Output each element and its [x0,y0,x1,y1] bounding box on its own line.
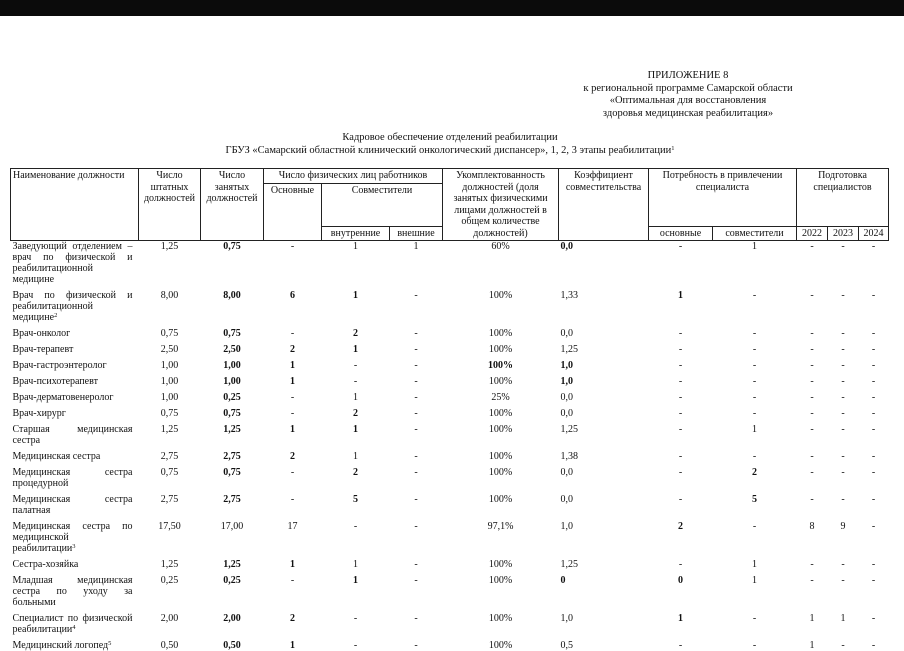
main-staff-cell: 2 [264,446,322,462]
main-staff-cell: 17 [264,516,322,554]
main-staff-cell: 2 [264,608,322,635]
table-row [11,387,889,403]
staff-cell: 0,50 [139,635,201,651]
occupied-cell: 0,25 [201,570,264,608]
internal-combiners-cell: 1 [322,339,390,355]
training-2022-cell: - [797,446,828,462]
scan-top-border [0,0,904,16]
external-combiners-cell: - [390,285,443,323]
position-name: Врач-онколог [13,328,71,339]
position-name: Медицинская сестра процедурной [13,467,133,489]
position-name: Сестра-хозяйка [13,559,79,570]
position-name-cell [11,554,139,570]
staffing-level-cell: 100% [443,608,559,635]
coefficient-cell: 1,33 [559,285,649,323]
occupied-cell: 2,50 [201,339,264,355]
training-2024-cell: - [859,554,889,570]
training-2024-cell: - [859,371,889,387]
training-2022-cell: - [797,462,828,489]
position-name-cell [11,355,139,371]
position-name: Специалист по физической реабилитации [13,613,133,635]
position-name: Врач по физической и реабилитационной медицине [13,290,133,323]
internal-combiners-cell: 1 [322,419,390,446]
occupied-cell: 0,75 [201,241,264,286]
staffing-table-wrapper [10,168,888,651]
header-year-2024: 2024 [859,226,889,241]
staffing-level-cell: 100% [443,339,559,355]
external-combiners-cell: - [390,355,443,371]
table-row [11,241,889,286]
need-main-cell: - [649,554,713,570]
coefficient-cell: 0,0 [559,323,649,339]
position-name-cell [11,446,139,462]
staff-cell: 2,75 [139,489,201,516]
occupied-cell: 1,25 [201,554,264,570]
header-occupied-positions: Число занятых должностей [201,169,264,241]
coefficient-cell: 1,25 [559,339,649,355]
occupied-cell: 17,00 [201,516,264,554]
staff-cell: 0,75 [139,323,201,339]
coefficient-cell: 1,25 [559,419,649,446]
position-name-cell [11,516,139,554]
training-2024-cell: - [859,355,889,371]
main-staff-cell: - [264,570,322,608]
training-2024-cell: - [859,516,889,554]
external-combiners-cell: - [390,635,443,651]
header-year-2022: 2022 [797,226,828,241]
staffing-level-cell: 100% [443,635,559,651]
need-combiners-cell: - [713,371,797,387]
training-2022-cell: - [797,554,828,570]
occupied-cell: 2,75 [201,446,264,462]
training-2024-cell: - [859,608,889,635]
need-main-cell: - [649,323,713,339]
need-main-cell: - [649,355,713,371]
need-main-cell: - [649,635,713,651]
training-2024-cell: - [859,241,889,286]
training-2023-cell: - [828,419,859,446]
footnote-mark: 3 [72,543,75,550]
header-position-name: Наименование должности [11,169,139,241]
training-2022-cell: 1 [797,635,828,651]
position-name-cell [11,387,139,403]
training-2023-cell: - [828,554,859,570]
main-staff-cell: - [264,387,322,403]
position-name-cell [11,241,139,286]
training-2022-cell: - [797,355,828,371]
need-main-cell: - [649,462,713,489]
position-name: Младшая медицинская сестра по уходу за больными [13,575,133,608]
staff-cell: 1,25 [139,419,201,446]
training-2024-cell: - [859,635,889,651]
title-line-2 [120,145,780,158]
need-combiners-cell: 2 [713,462,797,489]
main-staff-cell: 1 [264,635,322,651]
internal-combiners-cell: - [322,516,390,554]
footnote-mark: 4 [72,624,75,631]
position-name: Врач-хирург [13,408,66,419]
occupied-cell: 0,75 [201,323,264,339]
coefficient-cell: 1,25 [559,554,649,570]
header-external: внешние [390,226,443,241]
external-combiners-cell: - [390,554,443,570]
staffing-level-cell: 100% [443,446,559,462]
training-2023-cell: - [828,462,859,489]
need-main-cell: 1 [649,608,713,635]
staffing-level-cell: 100% [443,462,559,489]
title-line-2-text: ГБУЗ «Самарский областной клинический онкологический диспансер», 1, 2, 3 этапы реабилитации [226,145,672,156]
need-main-cell: - [649,403,713,419]
staffing-level-cell: 100% [443,489,559,516]
header-internal: внутренние [322,226,390,241]
position-name-cell [11,462,139,489]
staff-cell: 1,00 [139,387,201,403]
training-2024-cell: - [859,285,889,323]
coefficient-cell: 0,5 [559,635,649,651]
table-row [11,570,889,608]
staff-cell: 1,25 [139,554,201,570]
training-2024-cell: - [859,419,889,446]
coefficient-cell: 1,0 [559,516,649,554]
position-name: Врач-психотерапевт [13,376,98,387]
coefficient-cell: 1,0 [559,608,649,635]
main-staff-cell: - [264,323,322,339]
position-name-cell [11,371,139,387]
training-2023-cell: - [828,446,859,462]
main-staff-cell: 1 [264,355,322,371]
training-2023-cell: - [828,371,859,387]
header-need-main: основные [649,226,713,241]
table-row [11,635,889,651]
training-2023-cell: - [828,635,859,651]
training-2022-cell: - [797,419,828,446]
header-specialist-need: Потребность в привлечении специалиста [649,169,797,227]
table-body [11,241,889,651]
need-combiners-cell: - [713,635,797,651]
internal-combiners-cell: 5 [322,489,390,516]
need-combiners-cell: - [713,516,797,554]
main-staff-cell: - [264,462,322,489]
occupied-cell: 2,75 [201,489,264,516]
training-2022-cell: - [797,285,828,323]
table-row [11,419,889,446]
need-combiners-cell: 5 [713,489,797,516]
staffing-level-cell: 60% [443,241,559,286]
need-combiners-cell: - [713,339,797,355]
staff-cell: 2,00 [139,608,201,635]
training-2023-cell: - [828,489,859,516]
external-combiners-cell: - [390,570,443,608]
internal-combiners-cell: 1 [322,570,390,608]
training-2022-cell: - [797,403,828,419]
external-combiners-cell: - [390,489,443,516]
main-staff-cell: 6 [264,285,322,323]
position-name: Врач-гастроэнтеролог [13,360,107,371]
header-main-staff: Основные [264,183,322,241]
need-main-cell: - [649,371,713,387]
internal-combiners-cell: - [322,608,390,635]
document-title [120,132,780,157]
need-combiners-cell: - [713,387,797,403]
need-combiners-cell: - [713,285,797,323]
position-name: Медицинская сестра по медицинской реабилитации [13,521,133,554]
need-combiners-cell: 1 [713,241,797,286]
staffing-level-cell: 100% [443,419,559,446]
internal-combiners-cell: - [322,635,390,651]
staffing-table [10,168,889,651]
main-staff-cell: 1 [264,371,322,387]
training-2023-cell: - [828,339,859,355]
staffing-level-cell: 100% [443,403,559,419]
coefficient-cell: 1,0 [559,371,649,387]
staffing-level-cell: 100% [443,371,559,387]
coefficient-cell: 0,0 [559,403,649,419]
external-combiners-cell: - [390,462,443,489]
header-physical-persons: Число физических лиц работников [264,169,443,184]
header-combiners: Совместители [322,183,443,226]
training-2022-cell: - [797,323,828,339]
table-row [11,403,889,419]
position-name: Врач-терапевт [13,344,74,355]
staffing-level-cell: 100% [443,285,559,323]
coefficient-cell: 1,0 [559,355,649,371]
external-combiners-cell: - [390,419,443,446]
training-2022-cell: - [797,371,828,387]
position-name: Заведующий отделением – врач по физической и реабилитационной медицине [13,241,133,285]
staffing-level-cell: 25% [443,387,559,403]
external-combiners-cell: - [390,323,443,339]
table-row [11,554,889,570]
position-name-cell [11,285,139,323]
need-main-cell: - [649,419,713,446]
need-main-cell: 0 [649,570,713,608]
position-name-cell [11,608,139,635]
external-combiners-cell: 1 [390,241,443,286]
annex-line-4: здоровья медицинская реабилитация» [528,108,848,121]
need-combiners-cell: - [713,403,797,419]
occupied-cell: 1,25 [201,419,264,446]
position-name-cell [11,419,139,446]
footnote-mark: 5 [108,640,111,647]
staff-cell: 0,75 [139,403,201,419]
need-combiners-cell: - [713,355,797,371]
training-2024-cell: - [859,462,889,489]
need-combiners-cell: - [713,323,797,339]
occupied-cell: 0,75 [201,403,264,419]
training-2024-cell: - [859,489,889,516]
annex-line-2: к региональной программе Самарской области [528,83,848,96]
staff-cell: 17,50 [139,516,201,554]
coefficient-cell: 0,0 [559,462,649,489]
staffing-level-cell: 100% [443,570,559,608]
occupied-cell: 0,75 [201,462,264,489]
position-name: Врач-дерматовенеролог [13,392,114,403]
header-combining-coefficient: Коэффициент совместительства [559,169,649,241]
staff-cell: 1,25 [139,241,201,286]
training-2024-cell: - [859,387,889,403]
external-combiners-cell: - [390,403,443,419]
main-staff-cell: 1 [264,554,322,570]
coefficient-cell: 0,0 [559,387,649,403]
main-staff-cell: 1 [264,419,322,446]
title-footnote-mark: 1 [671,145,674,152]
staffing-level-cell: 100% [443,323,559,339]
need-main-cell: - [649,489,713,516]
footnote-mark: 2 [54,312,57,319]
staff-cell: 2,75 [139,446,201,462]
header-need-combiners: совместители [713,226,797,241]
annex-number: ПРИЛОЖЕНИЕ 8 [528,70,848,83]
internal-combiners-cell: 2 [322,323,390,339]
coefficient-cell: 0,0 [559,241,649,286]
position-name: Медицинский логопед [13,640,109,651]
need-main-cell: 2 [649,516,713,554]
table-row [11,608,889,635]
internal-combiners-cell: 1 [322,554,390,570]
internal-combiners-cell: 2 [322,462,390,489]
occupied-cell: 0,50 [201,635,264,651]
staffing-level-cell: 100% [443,554,559,570]
position-name-cell [11,339,139,355]
training-2023-cell: 9 [828,516,859,554]
main-staff-cell: - [264,403,322,419]
annex-line-3: «Оптимальная для восстановления [528,95,848,108]
training-2024-cell: - [859,446,889,462]
internal-combiners-cell: 1 [322,241,390,286]
need-combiners-cell: 1 [713,419,797,446]
training-2023-cell: - [828,355,859,371]
external-combiners-cell: - [390,339,443,355]
staffing-level-cell: 100% [443,355,559,371]
training-2023-cell: - [828,285,859,323]
coefficient-cell: 0 [559,570,649,608]
need-main-cell: - [649,339,713,355]
staff-cell: 1,00 [139,371,201,387]
position-name: Старшая медицинская сестра [13,424,133,446]
occupied-cell: 8,00 [201,285,264,323]
internal-combiners-cell: 1 [322,446,390,462]
need-combiners-cell: - [713,446,797,462]
external-combiners-cell: - [390,608,443,635]
occupied-cell: 1,00 [201,355,264,371]
header-specialist-training: Подготовка специалистов [797,169,889,227]
need-main-cell: - [649,446,713,462]
occupied-cell: 0,25 [201,387,264,403]
staff-cell: 1,00 [139,355,201,371]
position-name-cell [11,403,139,419]
training-2024-cell: - [859,403,889,419]
table-row [11,516,889,554]
main-staff-cell: 2 [264,339,322,355]
header-staffing-level: Укомплектованность должностей (доля занятых физическими лицами должностей в общем количестве должностей) [443,169,559,241]
staff-cell: 2,50 [139,339,201,355]
table-row [11,323,889,339]
table-row [11,462,889,489]
header-year-2023: 2023 [828,226,859,241]
need-main-cell: - [649,387,713,403]
position-name-cell [11,323,139,339]
training-2023-cell: 1 [828,608,859,635]
internal-combiners-cell: 1 [322,387,390,403]
internal-combiners-cell: 2 [322,403,390,419]
annex-block [528,70,848,120]
training-2022-cell: 1 [797,608,828,635]
staff-cell: 0,25 [139,570,201,608]
position-name: Медицинская сестра [13,451,101,462]
table-row [11,489,889,516]
training-2024-cell: - [859,570,889,608]
position-name-cell [11,635,139,651]
need-main-cell: - [649,241,713,286]
occupied-cell: 2,00 [201,608,264,635]
training-2022-cell: - [797,339,828,355]
title-line-1: Кадровое обеспечение отделений реабилитации [120,132,780,145]
need-combiners-cell: 1 [713,570,797,608]
position-name: Медицинская сестра палатная [13,494,133,516]
training-2022-cell: - [797,387,828,403]
training-2024-cell: - [859,323,889,339]
position-name-cell [11,570,139,608]
need-combiners-cell: - [713,608,797,635]
training-2023-cell: - [828,241,859,286]
training-2024-cell: - [859,339,889,355]
header-staff-positions: Число штатных должностей [139,169,201,241]
training-2023-cell: - [828,403,859,419]
table-row [11,339,889,355]
staffing-level-cell: 97,1% [443,516,559,554]
training-2022-cell: - [797,241,828,286]
position-name-cell [11,489,139,516]
occupied-cell: 1,00 [201,371,264,387]
main-staff-cell: - [264,489,322,516]
need-combiners-cell: 1 [713,554,797,570]
table-row [11,285,889,323]
internal-combiners-cell: 1 [322,285,390,323]
external-combiners-cell: - [390,516,443,554]
table-row [11,446,889,462]
coefficient-cell: 0,0 [559,489,649,516]
external-combiners-cell: - [390,371,443,387]
table-row [11,355,889,371]
table-row [11,371,889,387]
main-staff-cell: - [264,241,322,286]
internal-combiners-cell: - [322,371,390,387]
training-2023-cell: - [828,570,859,608]
training-2023-cell: - [828,387,859,403]
training-2022-cell: - [797,489,828,516]
external-combiners-cell: - [390,446,443,462]
internal-combiners-cell: - [322,355,390,371]
coefficient-cell: 1,38 [559,446,649,462]
training-2022-cell: - [797,570,828,608]
external-combiners-cell: - [390,387,443,403]
training-2023-cell: - [828,323,859,339]
staff-cell: 0,75 [139,462,201,489]
training-2022-cell: 8 [797,516,828,554]
staff-cell: 8,00 [139,285,201,323]
need-main-cell: 1 [649,285,713,323]
